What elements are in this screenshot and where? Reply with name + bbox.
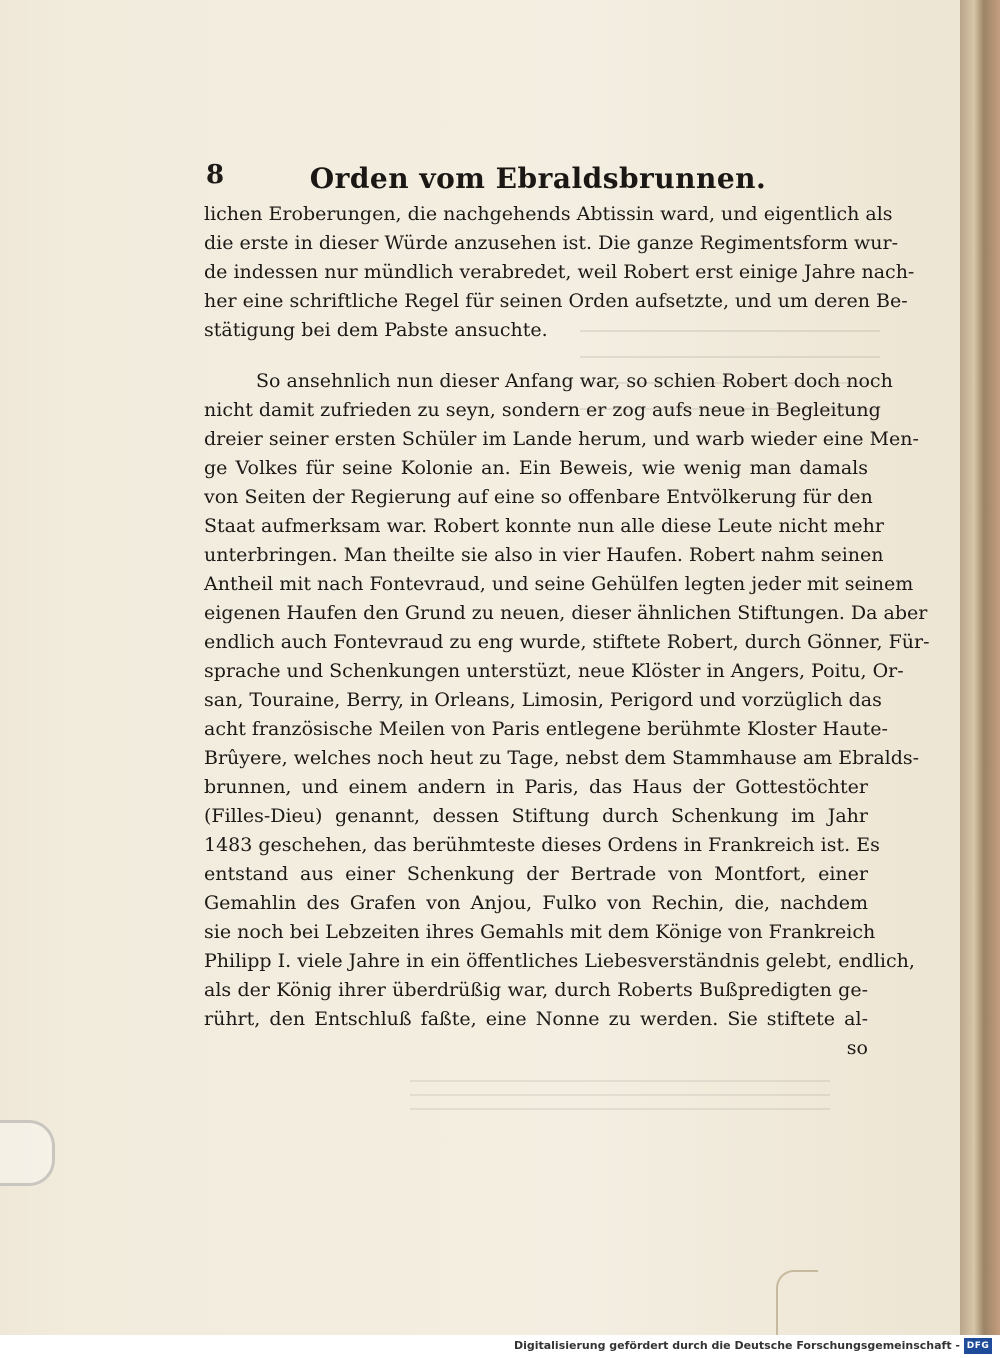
page-corner-fold	[776, 1270, 818, 1335]
text-line: lichen Eroberungen, die nachgehends Abtissin ward, und eigentlich als	[204, 203, 893, 225]
text-line: Antheil mit nach Fontevraud, und seine Gehülfen legten jeder mit seinem	[204, 573, 914, 595]
text-line: Brûyere, welches noch heut zu Tage, nebst dem Stammhause am Ebralds-	[204, 747, 920, 769]
text-line: eigenen Haufen den Grund zu neuen, dieser ähnlichen Stiftungen. Da aber	[204, 602, 928, 624]
paper-clip-shadow	[0, 1120, 55, 1186]
text-line: de indessen nur mündlich verabredet, weil Robert erst einige Jahre nach-	[204, 261, 915, 283]
text-line: san, Touraine, Berry, in Orleans, Limosin, Perigord und vorzüglich das	[204, 689, 882, 711]
text-line: rührt, den Entschluß faßte, eine Nonne zu werden. Sie stiftete al-	[204, 1008, 868, 1030]
text-line: entstand aus einer Schenkung der Bertrade von Montfort, einer	[204, 863, 868, 885]
funding-notice: Digitalisierung gefördert durch die Deutsche Forschungsgemeinschaft -	[513, 1339, 960, 1352]
text-line: her eine schriftliche Regel für seinen Orden aufsetzte, und um deren Be-	[204, 290, 908, 312]
text-line: (Filles-Dieu) genannt, dessen Stiftung durch Schenkung im Jahr	[204, 805, 868, 827]
text-line: So ansehnlich nun dieser Anfang war, so schien Robert doch noch	[256, 370, 893, 392]
text-line: ge Volkes für seine Kolonie an. Ein Beweis, wie wenig man damals	[204, 457, 868, 479]
text-line: 1483 geschehen, das berühmteste dieses Ordens in Frankreich ist. Es	[204, 834, 880, 856]
bleed-through-footnote	[410, 1080, 830, 1110]
digitization-footer	[0, 1335, 1000, 1358]
dfg-logo: DFG	[964, 1338, 992, 1354]
text-line: von Seiten der Regierung auf eine so offenbare Entvölkerung für den	[204, 486, 873, 508]
running-title: Orden vom Ebraldsbrunnen.	[309, 162, 767, 195]
text-line: stätigung bei dem Pabste ansuchte.	[204, 319, 548, 341]
paragraph-gap	[204, 345, 868, 367]
body-text	[204, 200, 930, 1063]
text-line: Philipp I. viele Jahre in ein öffentliches Liebesverständnis gelebt, endlich,	[204, 950, 915, 972]
text-line: Staat aufmerksam war. Robert konnte nun alle diese Leute nicht mehr	[204, 515, 884, 537]
text-line: unterbringen. Man theilte sie also in vier Haufen. Robert nahm seinen	[204, 544, 884, 566]
text-line: acht französische Meilen von Paris entlegene berühmte Kloster Haute-	[204, 718, 888, 740]
page-header	[206, 160, 870, 200]
text-line: als der König ihrer überdrüßig war, durch Roberts Bußpredigten ge-	[204, 979, 868, 1001]
catchword: so	[846, 1037, 868, 1059]
text-line: nicht damit zufrieden zu seyn, sondern er zog aufs neue in Begleitung	[204, 399, 881, 421]
text-line: Gemahlin des Grafen von Anjou, Fulko von Rechin, die, nachdem	[204, 892, 868, 914]
text-line: dreier seiner ersten Schüler im Lande herum, und warb wieder eine Men-	[204, 428, 919, 450]
text-line: sie noch bei Lebzeiten ihres Gemahls mit dem Könige von Frankreich	[204, 921, 876, 943]
page-number: 8	[206, 160, 225, 190]
text-line: brunnen, und einem andern in Paris, das Haus der Gottestöchter	[204, 776, 868, 798]
text-line: die erste in dieser Würde anzusehen ist. Die ganze Regimentsform wur-	[204, 232, 899, 254]
book-edge	[960, 0, 1000, 1335]
text-line: endlich auch Fontevraud zu eng wurde, stiftete Robert, durch Gönner, Für-	[204, 631, 930, 653]
text-line: sprache und Schenkungen unterstüzt, neue Klöster in Angers, Poitu, Or-	[204, 660, 904, 682]
